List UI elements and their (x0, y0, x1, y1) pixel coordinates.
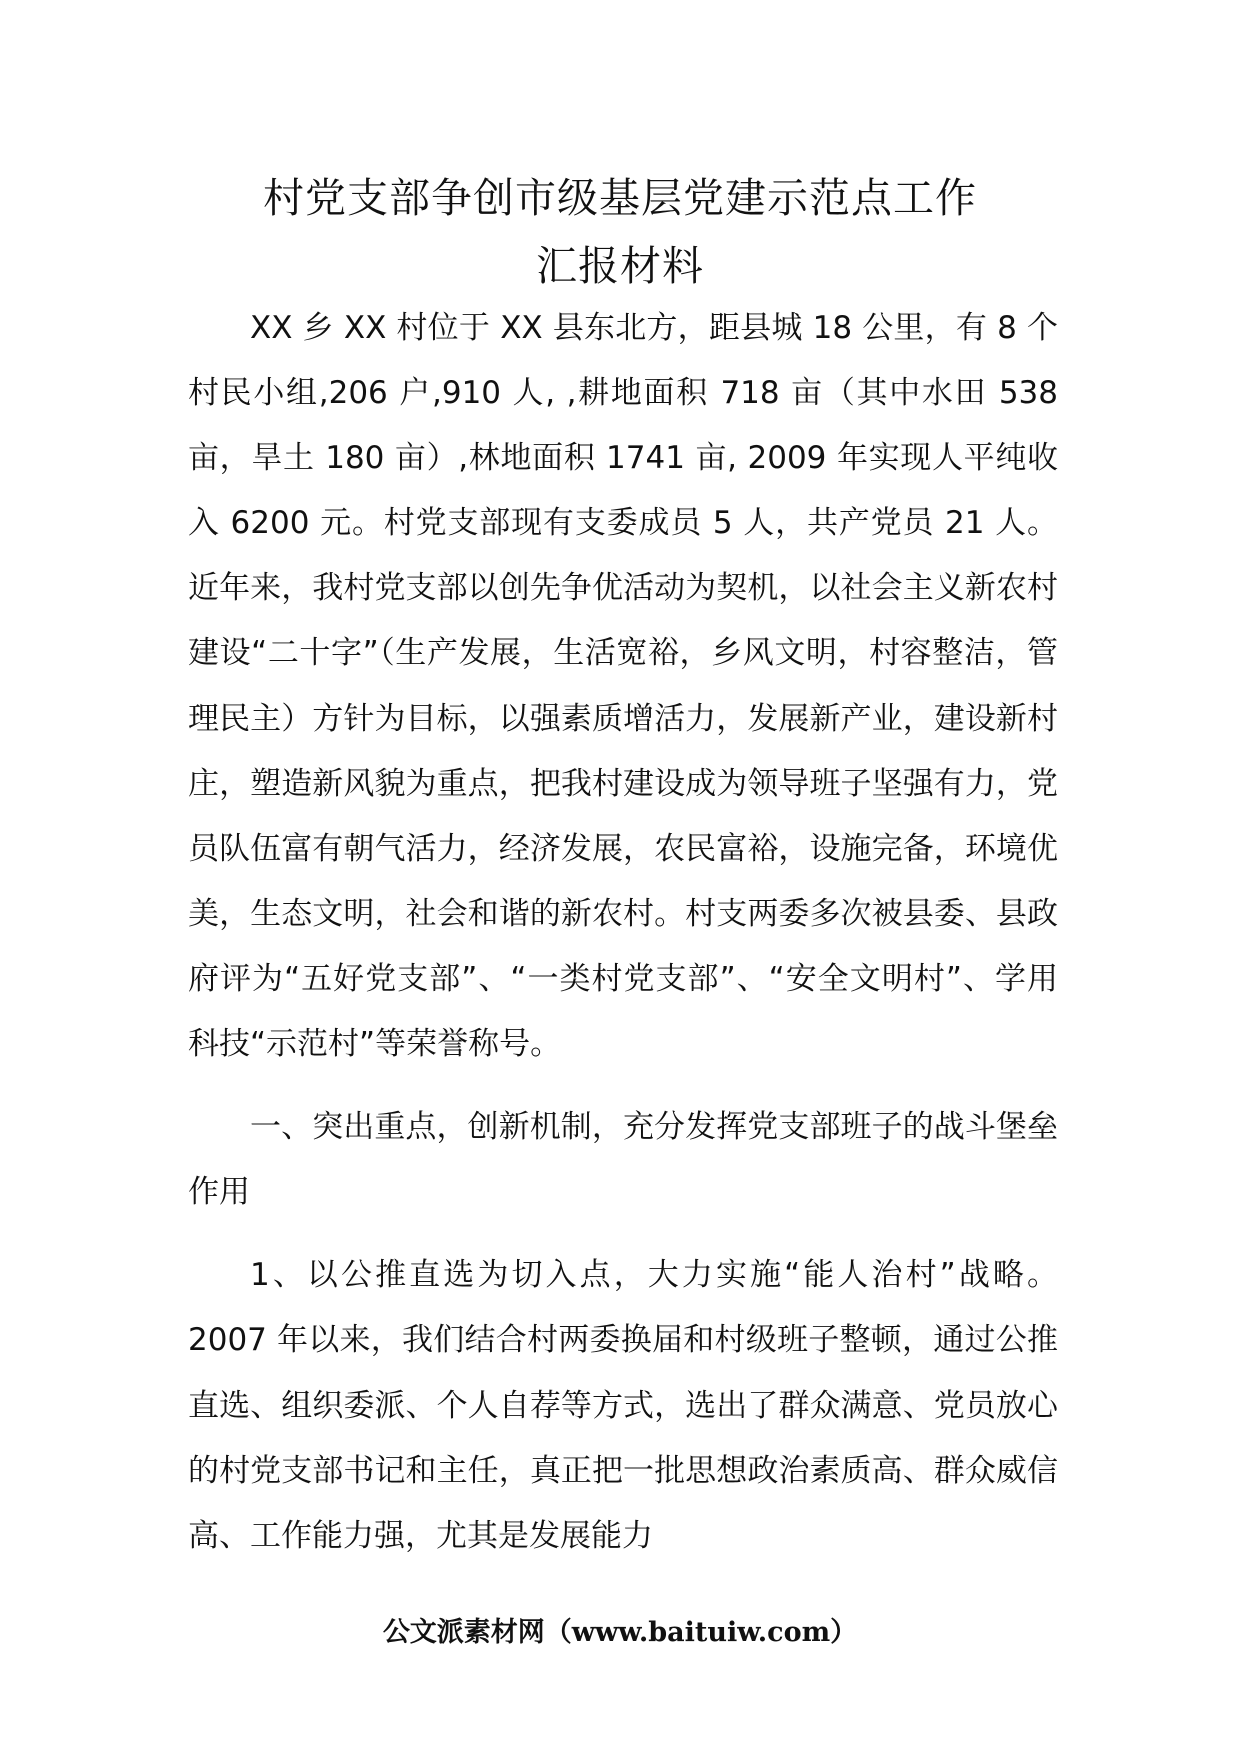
intro-paragraph: XX 乡 XX 村位于 XX 县东北方，距县城 18 公里，有 8 个村民小组,206 户,910 人, ,耕地面积 718 亩（其中水田 538 亩，旱土 180 亩）,林地面积 1741 亩, 2009 年实现人平纯收入 6200 元。村党支部现有支委成员 5 人，共产党员 21 人。近年来，我村党支部以创先争优活动为契机，以社会主义新农村建设“二十字”（生产发展，生活宽裕，乡风文明，村容整洁，管理民主）方针为目标，以强素质增活力，发展新产业，建设新村庄，塑造新风貌为重点，把我村建设成为领导班子坚强有力，党员队伍富有朝气活力，经济发展，农民富裕，设施完备，环境优美，生态文明，社会和谐的新农村。村支两委多次被县委、县政府评为“五好党支部”、“一类村党支部”、“安全文明村”、学用科技“示范村”等荣誉称号。 (188, 310, 1058, 1063)
document-title-line-2: 汇报材料 (536, 242, 704, 290)
footer-watermark: 公文派素材网（www.baituiw.com） (382, 1617, 858, 1648)
section-1-heading: 一、突出重点，创新机制，充分发挥党支部班子的战斗堡垒作用 (188, 1109, 1058, 1211)
document-title-line-1: 村党支部争创市级基层党建示范点工作 (263, 174, 977, 222)
item-1-paragraph: 1、以公推直选为切入点，大力实施“能人治村”战略。2007 年以来，我们结合村两委换届和村级班子整顿，通过公推直选、组织委派、个人自荐等方式，选出了群众满意、党员放心的村党支部书记和主任，真正把一批思想政治素质高、群众威信高、工作能力强，尤其是发展能力 (188, 1257, 1058, 1554)
document-body (188, 296, 1058, 1569)
